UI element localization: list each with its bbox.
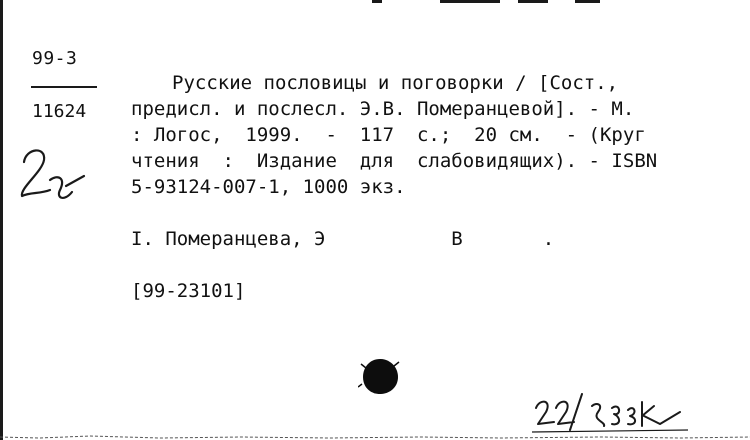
punch-hole-mark [358,354,402,398]
entry-line: чтения : Издание для слабовидящих). - ISBN [131,150,658,172]
entry-line: 5-93124-007-1, 1000 экз. [131,176,406,198]
control-number: [99-23101] [131,280,246,302]
card-bottom-edge [0,434,750,440]
shelf-mark-divider [31,86,97,88]
entry-line: предисл. и послесл. Э.В. Померанцевой]. - М. [131,98,635,120]
card-left-border [0,0,3,440]
entry-line: : Логос, 1999. - 117 с.; 20 см. - (Круг [131,124,646,146]
shelf-mark: 99-3 [32,48,78,69]
handwritten-mark [14,140,94,210]
added-entry: I. Померанцева, Э В . [131,228,555,250]
handwritten-call-code [530,390,690,435]
inventory-number: 11624 [32,101,87,122]
entry-line: Русские пословицы и поговорки / [Сост., [172,72,619,94]
